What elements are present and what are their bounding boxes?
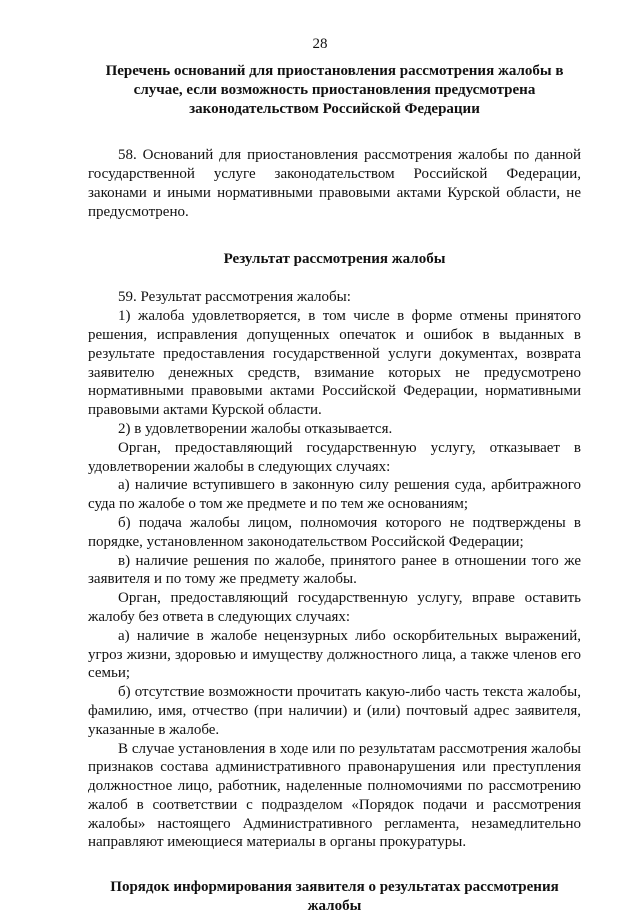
paragraph-refuse-c: в) наличие решения по жалобе, принятого ранее в отношении того же заявителя и по тому же предмету жалобы.	[88, 552, 581, 588]
section-heading-informing: Порядок информирования заявителя о результатах рассмотрения жалобы	[110, 879, 559, 915]
document-body	[88, 60, 581, 916]
paragraph-59: 59. Результат рассмотрения жалобы:	[118, 289, 351, 306]
spacer	[88, 222, 581, 250]
paragraph-violation: В случае установления в ходе или по результатам рассмотрения жалобы признаков состава административного правонарушения или преступления должностное лицо, работник, наделенные полномочиями по рассмотрению жалоб в соответствии с подразделом «Порядок подачи и рассмотрения жалобы» настоящего Административного регламента, незамедлительно направляют имеющиеся материалы в органы прокуратуры.	[88, 740, 581, 851]
spacer	[88, 852, 581, 878]
section-heading-suspension: Перечень оснований для приостановления рассмотрения жалобы в случае, если возможность приостановления предусмотрена законодательством Российской Федерации	[105, 63, 564, 117]
paragraph-refuse-a: а) наличие вступившего в законную силу решения суда, арбитражного суда по жалобе о том же предмете и по тем же основаниям;	[88, 477, 581, 513]
paragraph-noanswer-b: б) отсутствие возможности прочитать какую-либо часть текста жалобы, фамилию, имя, отчество (при наличии) и (или) почтовый адрес заявителя, указанные в жалобе.	[88, 684, 581, 738]
paragraph-59-item-2: 2) в удовлетворении жалобы отказывается.	[118, 420, 393, 437]
paragraph-59-item-1: 1) жалоба удовлетворяется, в том числе в форме отмены принятого решения, исправления допущенных опечаток и ошибок в выданных в результате предоставления государственной услуги документах, возврата заявителю денежных средств, взимание которых не предусмотрено нормативными правовыми актами Российской Федерации, нормативными правовыми актами Курской области.	[88, 308, 581, 419]
paragraph-refuse-b: б) подача жалобы лицом, полномочия которого не подтверждены в порядке, установленном законодательством Российской Федерации;	[88, 514, 581, 550]
page-number: 28	[312, 36, 328, 52]
paragraph-58: 58. Оснований для приостановления рассмотрения жалобы по данной государственной услуге законодательством Российской Федерации, законами и иными нормативными правовыми актами Курской области, не предусмотрено.	[88, 147, 581, 220]
paragraph-refuse-intro: Орган, предоставляющий государственную услугу, отказывает в удовлетворении жалобы в следующих случаях:	[88, 439, 581, 475]
paragraph-noanswer-a: а) наличие в жалобе нецензурных либо оскорбительных выражений, угроз жизни, здоровью и имуществу должностного лица, а также членов его семьи;	[88, 627, 581, 682]
paragraph-noanswer-intro: Орган, предоставляющий государственную услугу, вправе оставить жалобу без ответа в следующих случаях:	[88, 590, 581, 625]
section-heading-result: Результат рассмотрения жалобы	[223, 250, 446, 267]
spacer	[88, 118, 581, 146]
spacer	[88, 268, 581, 288]
